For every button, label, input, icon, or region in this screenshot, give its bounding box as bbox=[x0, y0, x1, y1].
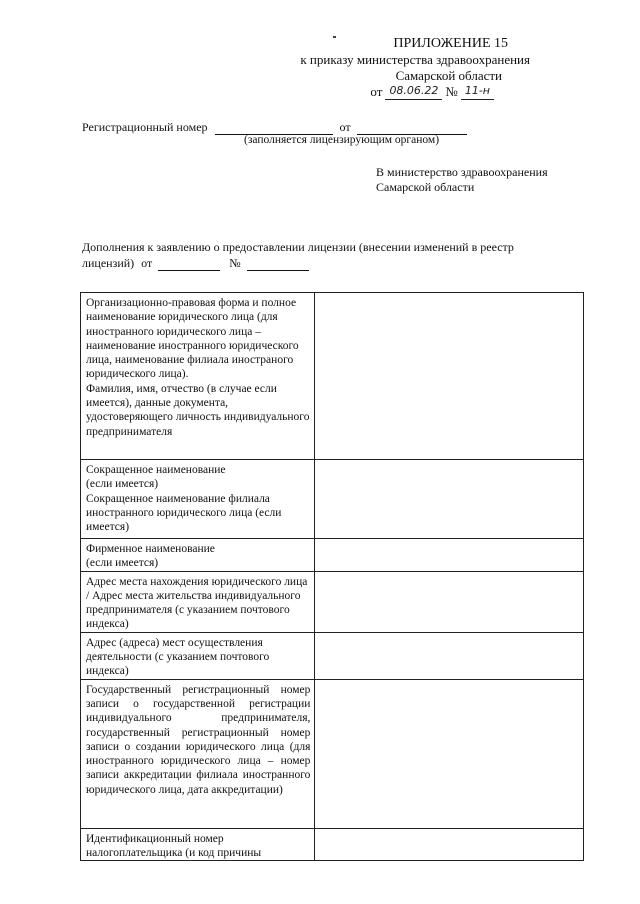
registration-label: Регистрационный номер bbox=[82, 120, 208, 134]
addressee-line-2: Самарской области bbox=[376, 180, 475, 194]
registration-line bbox=[82, 120, 467, 135]
table-row bbox=[81, 571, 584, 632]
table-row bbox=[81, 679, 584, 828]
table-row bbox=[81, 293, 584, 460]
row-label-activity-address: Адрес (адреса) мест осуществления деятельности (с указанием почтового индекса) bbox=[81, 632, 315, 679]
table-row bbox=[81, 539, 584, 572]
order-date-handwritten: 08.06.22 bbox=[385, 84, 442, 100]
row-label-registration-number: Государственный регистрационный номер записи о государственной регистрации индивидуального предпринимателя, государственный регистрационный номер записи о создании юридического лица (для иностранного юридического лица – номер записи аккредитации филиала иностранного юридического лица, дата аккредитации) bbox=[81, 679, 315, 828]
supplement-date-field[interactable] bbox=[158, 258, 220, 271]
order-number-handwritten: 11-н bbox=[461, 84, 494, 100]
row-label-org-name: Организационно-правовая форма и полное наименование юридического лица (для иностранного юридического лица – наименование иностранного юридического лица, наименование филиала иностраного юридического лица). Фамилия, имя, отчество (в случае если имеется), данные документа, удостоверяющего личность индивидуального предпринимателя bbox=[81, 293, 315, 460]
supplement-from-label: от bbox=[141, 256, 153, 270]
supplement-line-1: Дополнения к заявлению о предоставлении лицензии (внесении изменений в реестр bbox=[82, 240, 514, 254]
addressee-line-1: В министерство здравоохранения bbox=[376, 165, 548, 179]
application-form-table bbox=[80, 292, 584, 861]
table-row bbox=[81, 632, 584, 679]
registration-note: (заполняется лицензирующим органом) bbox=[244, 134, 440, 146]
annex-date-line bbox=[290, 84, 494, 100]
row-value-brand-name[interactable] bbox=[315, 539, 584, 572]
row-label-brand-name: Фирменное наименование (если имеется) bbox=[81, 539, 315, 572]
annex-header bbox=[290, 36, 530, 100]
row-value-org-name[interactable] bbox=[315, 293, 584, 460]
supplement-prefix: лицензий) bbox=[82, 256, 135, 270]
table-row bbox=[81, 828, 584, 861]
row-value-legal-address[interactable] bbox=[315, 571, 584, 632]
annex-title: ПРИЛОЖЕНИЕ 15 bbox=[393, 36, 508, 51]
row-label-short-name: Сокращенное наименование (если имеется) Сокращенное наименование филиала иностранного юридического лица (если имеется) bbox=[81, 460, 315, 539]
annex-order-line: к приказу министерства здравоохранения bbox=[300, 52, 530, 67]
registration-from-label: от bbox=[339, 120, 351, 134]
row-value-registration-number[interactable] bbox=[315, 679, 584, 828]
annex-from-label: от bbox=[370, 84, 383, 99]
addressee-block bbox=[376, 165, 548, 195]
row-label-legal-address: Адрес места нахождения юридического лица / Адрес места жительства индивидуального предпринимателя (с указанием почтового индекса) bbox=[81, 571, 315, 632]
table-row bbox=[81, 460, 584, 539]
row-value-activity-address[interactable] bbox=[315, 632, 584, 679]
annex-region-line: Самарской области bbox=[395, 68, 502, 83]
supplement-heading bbox=[82, 239, 562, 271]
supplement-number-field[interactable] bbox=[247, 258, 309, 271]
row-value-inn[interactable] bbox=[315, 828, 584, 861]
row-value-short-name[interactable] bbox=[315, 460, 584, 539]
annex-number-label: № bbox=[445, 84, 458, 99]
supplement-number-label: № bbox=[229, 256, 241, 270]
supplement-line-2 bbox=[82, 255, 562, 271]
row-label-inn: Идентификационный номер налогоплательщика (и код причины bbox=[81, 828, 315, 861]
